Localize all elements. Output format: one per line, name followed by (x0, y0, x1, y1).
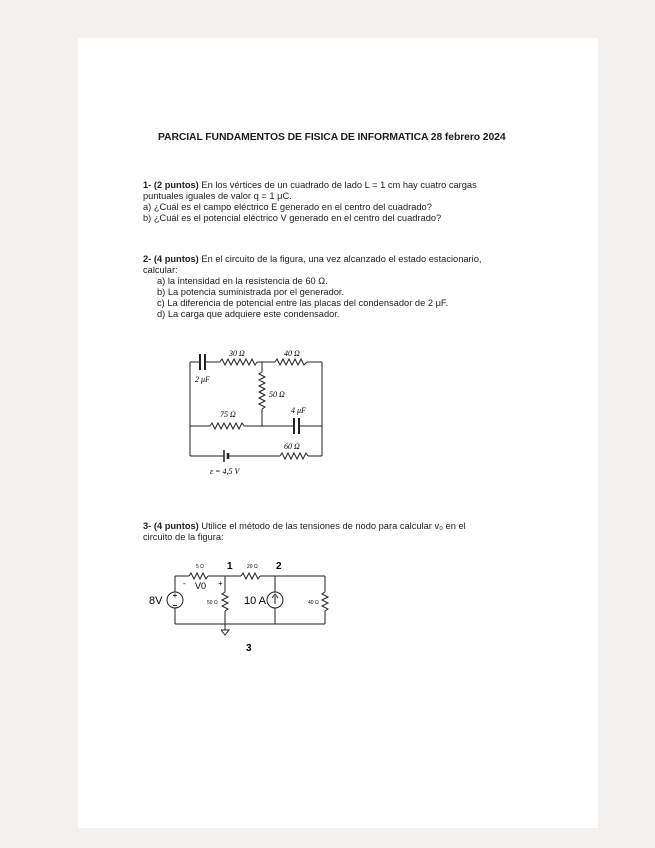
question-3-text: Utilice el método de las tensiones de nodo para calcular v₀ en el (198, 521, 466, 531)
label-2uf: 2 μF (195, 375, 210, 384)
label-emf: ε = 4,5 V (210, 467, 240, 476)
question-3-points: 3- (4 puntos) (143, 521, 199, 531)
question-1-b: b) ¿Cuál es el potencial eléctrico V generado en el centro del cuadrado? (143, 213, 442, 223)
question-2-text: En el circuito de la figura, una vez alcanzado el estado estacionario, (198, 254, 482, 264)
resistor-50-ohm (259, 372, 265, 409)
question-2-line-1 (143, 254, 481, 265)
question-3-line-1 (143, 521, 466, 532)
question-1 (143, 180, 477, 224)
question-1-text: En los vértices de un cuadrado de lado L = 1 cm hay cuatro cargas (198, 180, 477, 190)
question-2-a: a) la intensidad en la resistencia de 60 Ω. (157, 276, 328, 286)
label-plus: + (218, 579, 223, 588)
label-minus: - (183, 579, 186, 588)
label-40-ohm-q3: 40 Ω (308, 600, 319, 606)
resistor-60-ohm (280, 453, 308, 459)
label-node-2: 2 (276, 561, 282, 572)
label-60-ohm: 60 Ω (284, 442, 300, 451)
question-1-line-2: puntuales iguales de valor q = 1 μC. (143, 191, 292, 201)
label-8v: 8V (149, 595, 163, 607)
resistor-50-ohm-q3 (222, 592, 228, 611)
question-3-line-2: circuito de la figura: (143, 532, 224, 542)
question-3 (143, 521, 466, 543)
label-30-ohm: 30 Ω (229, 349, 245, 358)
circuit-2-diagram (143, 556, 343, 656)
question-1-line-1 (143, 180, 477, 191)
resistor-75-ohm (210, 423, 244, 429)
label-40-ohm: 40 Ω (284, 349, 300, 358)
question-2 (143, 254, 481, 320)
label-10a: 10 A (244, 595, 267, 607)
resistor-30-ohm (220, 359, 257, 365)
label-node-1: 1 (227, 561, 233, 572)
resistor-40-ohm (275, 359, 307, 365)
label-50-ohm: 50 Ω (269, 390, 285, 399)
question-1-points: 1- (2 puntos) (143, 180, 199, 190)
label-50-ohm-q3: 50 Ω (207, 600, 218, 606)
label-20-ohm: 20 Ω (247, 564, 258, 570)
question-2-d: d) La carga que adquiere este condensador. (157, 309, 340, 319)
label-v0: V0 (195, 581, 207, 591)
ground-icon (221, 630, 229, 635)
circuit-1-diagram (180, 340, 340, 480)
question-2-b: b) La potencia suministrada por el generador. (157, 287, 345, 297)
label-75-ohm: 75 Ω (220, 410, 236, 419)
question-1-a: a) ¿Cuál es el campo eléctrico E generado en el centro del cuadrado? (143, 202, 432, 212)
resistor-40-ohm-q3 (322, 592, 328, 611)
label-4uf: 4 μF (291, 406, 306, 415)
exam-title: PARCIAL FUNDAMENTOS DE FISICA DE INFORMATICA 28 febrero 2024 (158, 132, 506, 143)
label-5-ohm: 5 Ω (196, 564, 204, 570)
resistor-5-ohm (189, 573, 208, 579)
label-node-3: 3 (246, 643, 252, 654)
resistor-20-ohm (241, 573, 260, 579)
question-2-points: 2- (4 puntos) (143, 254, 199, 264)
question-2-line-2: calcular: (143, 265, 178, 275)
question-2-c: c) La diferencia de potencial entre las placas del condensador de 2 μF. (157, 298, 449, 308)
